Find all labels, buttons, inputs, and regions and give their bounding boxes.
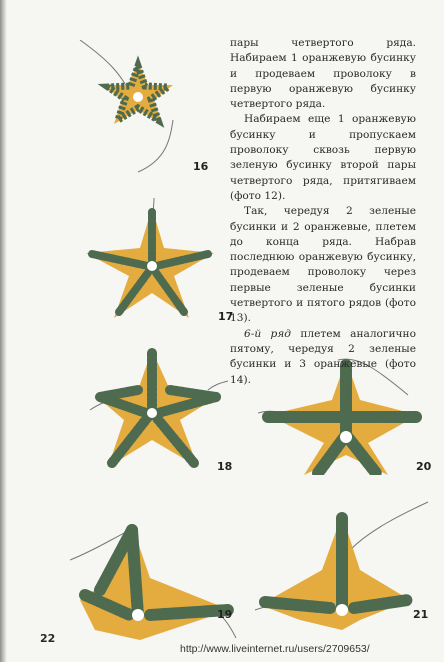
photo-number-17: 17 (218, 310, 234, 323)
photo-number-21: 21 (413, 608, 429, 621)
row-6-label: 6-й ряд (244, 327, 291, 340)
photo-number-18: 18 (217, 460, 233, 473)
paragraph-3: Так, чередуя 2 зеленые бусинки и 2 оранжевые, плетем до конца ряда. Набрав последнюю оранжевую бусинку, продеваем проволоку через первые зеленые бусинки четвертого и пятого рядов (фото 13). (230, 205, 416, 325)
photo-16-beaded-star (78, 40, 198, 180)
instruction-text (230, 36, 416, 388)
photo-number-16: 16 (193, 160, 209, 173)
photo-21-star-closeup (250, 490, 430, 630)
paragraph-4 (230, 327, 416, 388)
photo-number-19: 19 (217, 608, 233, 621)
photo-18-beaded-star (80, 345, 233, 475)
photo-19-star-closeup (70, 520, 240, 640)
paragraph-4-text: плетем аналогично пятому, чередуя 2 зеленые бусинки и 3 оранжевые (фото 14). (230, 327, 416, 386)
paragraph-1: пары четвертого ряда. Набираем 1 оранжевую бусинку и продеваем проволоку в первую оранжевую бусинку четвертого ряда. (230, 37, 416, 111)
page-number: 22 (40, 632, 56, 645)
book-spine-shadow (0, 0, 7, 662)
watermark-url: http://www.liveinternet.ru/users/2709653/ (180, 643, 370, 655)
paragraph-2: Набираем еще 1 оранжевую бусинку и пропускаем проволоку сквозь первую зеленую бусинку второй пары четвертого ряда, притягиваем (фото 12). (230, 113, 416, 202)
photo-17-beaded-star (74, 198, 224, 328)
photo-number-20: 20 (416, 460, 432, 473)
